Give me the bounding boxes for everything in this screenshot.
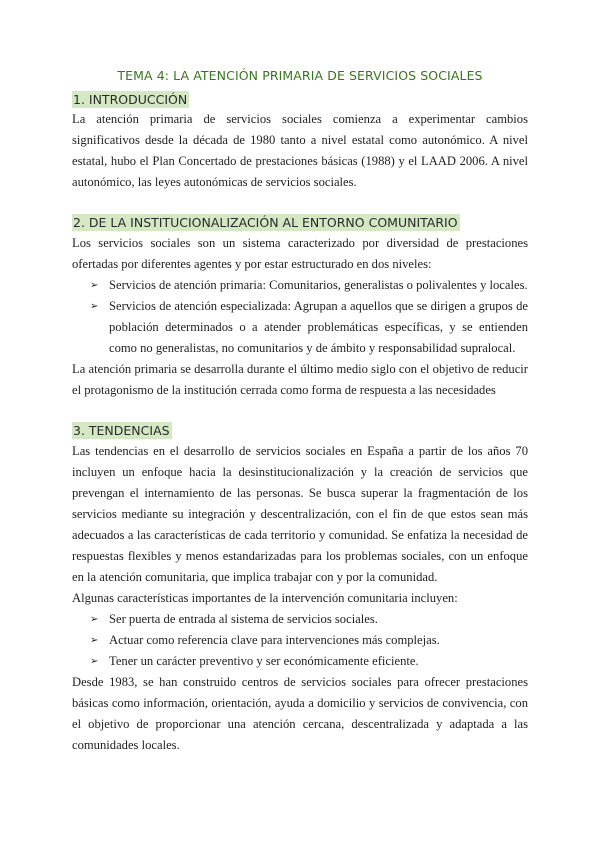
document-title: TEMA 4: LA ATENCIÓN PRIMARIA DE SERVICIOS SOCIALES [117, 68, 483, 83]
section-heading-introduccion: 1. INTRODUCCIÓN [73, 92, 188, 107]
list-item [90, 651, 528, 672]
paragraph-tendencias: Las tendencias en el desarrollo de servicios sociales en España a partir de los años 70 incluyen un enfoque hacia la desinstitucionalización y la creación de servicios que prevengan el internamiento de las personas. Se busca superar la fragmentación de los servicios mediante su integración y descentralización, con el fin de que estos sean más adecuados a las características de cada territorio y comunidad. Se enfatiza la necesidad de respuestas flexibles y menos estandarizadas para los problemas sociales, con un enfoque en la atención comunitaria, que implica trabajar con y por la comunidad. [72, 444, 528, 584]
arrow-bullet-icon: ➢ [90, 656, 99, 667]
paragraph-servicios-sociales: Los servicios sociales son un sistema caracterizado por diversidad de prestaciones ofertadas por diferentes agentes y por estar estructurado en dos niveles: [72, 236, 528, 271]
paragraph-caracteristicas: Algunas características importantes de la intervención comunitaria incluyen: [72, 591, 458, 605]
section-heading-institucionalizacion: 2. DE LA INSTITUCIONALIZACIÓN AL ENTORNO COMUNITARIO [73, 215, 458, 230]
arrow-bullet-icon: ➢ [90, 614, 99, 625]
list-item-text: Servicios de atención especializada: Agrupan a aquellos que se dirigen a grupos de población determinados o a atender problemáticas específicas, y se entienden como no generalistas, no comunitarios y de ámbito y responsabilidad supralocal. [109, 299, 528, 355]
list-item-text: Servicios de atención primaria: Comunitarios, generalistas o polivalentes y locales. [109, 278, 528, 292]
list-item [90, 275, 528, 296]
arrow-bullet-icon: ➢ [90, 280, 99, 291]
paragraph-atencion-primaria: La atención primaria se desarrolla durante el último medio siglo con el objetivo de reducir el protagonismo de la institución cerrada como forma de respuesta a las necesidades [72, 362, 528, 397]
list-item-text: Actuar como referencia clave para intervenciones más complejas. [109, 633, 440, 647]
list-item-text: Ser puerta de entrada al sistema de servicios sociales. [109, 612, 378, 626]
arrow-bullet-icon: ➢ [90, 301, 99, 312]
list-item [90, 630, 528, 651]
list-item [90, 609, 528, 630]
section-heading-tendencias: 3. TENDENCIAS [73, 423, 170, 438]
list-item-text: Tener un carácter preventivo y ser económicamente eficiente. [109, 654, 419, 668]
paragraph-introduccion: La atención primaria de servicios sociales comienza a experimentar cambios significativos desde la década de 1980 tanto a nivel estatal como autonómico. A nivel estatal, hubo el Plan Concertado de prestaciones básicas (1988) y el LAAD 2006. A nivel autonómico, las leyes autonómicas de servicios sociales. [72, 112, 528, 189]
list-item [90, 296, 528, 359]
paragraph-centros-servicios: Desde 1983, se han construido centros de servicios sociales para ofrecer prestaciones básicas como información, orientación, ayuda a domicilio y servicios de convivencia, con el objetivo de proporcionar una atención cercana, descentralizada y adaptada a las comunidades locales. [72, 675, 528, 752]
arrow-bullet-icon: ➢ [90, 635, 99, 646]
